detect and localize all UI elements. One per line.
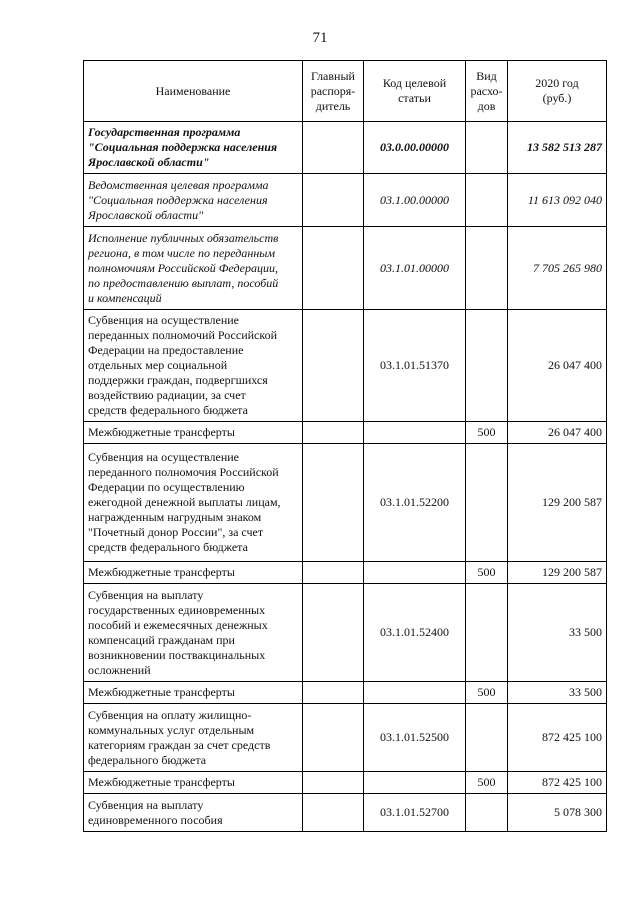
- cell-code: 03.1.01.52200: [364, 444, 466, 562]
- header-admin: Главный распоря- дитель: [303, 61, 364, 122]
- cell-admin: [303, 584, 364, 682]
- table-row: [84, 704, 607, 772]
- table-row: [84, 682, 607, 704]
- table-row: [84, 794, 607, 832]
- cell-name: Межбюджетные трансферты: [84, 562, 303, 584]
- cell-name: Межбюджетные трансферты: [84, 682, 303, 704]
- cell-name: Субвенция на осуществление переданного полномочия Российской Федерации по осуществлению ежегодной денежной выплаты лицам, награжденным нагрудным знаком "Почетный донор России", за счет средств федерального бюджета: [84, 444, 303, 562]
- cell-code: [364, 772, 466, 794]
- cell-amount: 11 613 092 040: [508, 174, 607, 227]
- cell-kind: [466, 444, 508, 562]
- table-header-row: [84, 61, 607, 122]
- cell-admin: [303, 174, 364, 227]
- cell-admin: [303, 562, 364, 584]
- header-code: Код целевой статьи: [364, 61, 466, 122]
- cell-name: Исполнение публичных обязательств региона, в том числе по переданным полномочиям Российской Федерации, по предоставлению выплат, пособий и компенсаций: [84, 227, 303, 310]
- header-name: Наименование: [84, 61, 303, 122]
- cell-code: 03.1.01.52400: [364, 584, 466, 682]
- cell-amount: 33 500: [508, 584, 607, 682]
- cell-kind: [466, 122, 508, 174]
- cell-code: 03.1.01.52700: [364, 794, 466, 832]
- cell-amount: 33 500: [508, 682, 607, 704]
- cell-kind: [466, 584, 508, 682]
- cell-amount: 26 047 400: [508, 310, 607, 422]
- cell-amount: 5 078 300: [508, 794, 607, 832]
- cell-kind: [466, 704, 508, 772]
- cell-kind: 500: [466, 772, 508, 794]
- cell-amount: 13 582 513 287: [508, 122, 607, 174]
- table-row: [84, 444, 607, 562]
- table-row: [84, 174, 607, 227]
- table-row: [84, 584, 607, 682]
- header-kind: Вид расхо- дов: [466, 61, 508, 122]
- cell-code: [364, 422, 466, 444]
- table-row: [84, 422, 607, 444]
- table-row: [84, 227, 607, 310]
- cell-name: Государственная программа "Социальная поддержка населения Ярославской области": [84, 122, 303, 174]
- cell-kind: [466, 794, 508, 832]
- cell-name: Субвенция на оплату жилищно- коммунальных услуг отдельным категориям граждан за счет средств федерального бюджета: [84, 704, 303, 772]
- cell-admin: [303, 422, 364, 444]
- cell-amount: 129 200 587: [508, 562, 607, 584]
- cell-amount: 872 425 100: [508, 772, 607, 794]
- table-row: [84, 122, 607, 174]
- cell-amount: 7 705 265 980: [508, 227, 607, 310]
- cell-code: [364, 682, 466, 704]
- cell-admin: [303, 772, 364, 794]
- table-row: [84, 772, 607, 794]
- cell-kind: 500: [466, 422, 508, 444]
- cell-admin: [303, 794, 364, 832]
- cell-amount: 26 047 400: [508, 422, 607, 444]
- cell-kind: [466, 310, 508, 422]
- budget-table: [83, 60, 607, 832]
- cell-code: 03.1.01.00000: [364, 227, 466, 310]
- cell-admin: [303, 704, 364, 772]
- cell-name: Субвенция на выплату государственных единовременных пособий и ежемесячных денежных компенсаций гражданам при возникновении поствакцинальных осложнений: [84, 584, 303, 682]
- cell-admin: [303, 444, 364, 562]
- cell-code: 03.1.01.51370: [364, 310, 466, 422]
- cell-amount: 872 425 100: [508, 704, 607, 772]
- cell-kind: [466, 174, 508, 227]
- cell-admin: [303, 310, 364, 422]
- cell-code: 03.0.00.00000: [364, 122, 466, 174]
- cell-code: [364, 562, 466, 584]
- cell-code: 03.1.01.52500: [364, 704, 466, 772]
- cell-kind: [466, 227, 508, 310]
- cell-amount: 129 200 587: [508, 444, 607, 562]
- cell-kind: 500: [466, 562, 508, 584]
- cell-admin: [303, 682, 364, 704]
- header-amount: 2020 год (руб.): [508, 61, 607, 122]
- cell-admin: [303, 227, 364, 310]
- cell-admin: [303, 122, 364, 174]
- cell-name: Субвенция на осуществление переданных полномочий Российской Федерации на предоставление отдельных мер социальной поддержки граждан, подвергшихся воздействию радиации, за счет средств федерального бюджета: [84, 310, 303, 422]
- cell-kind: 500: [466, 682, 508, 704]
- table-row: [84, 562, 607, 584]
- cell-name: Межбюджетные трансферты: [84, 772, 303, 794]
- cell-code: 03.1.00.00000: [364, 174, 466, 227]
- cell-name: Ведомственная целевая программа "Социальная поддержка населения Ярославской области": [84, 174, 303, 227]
- cell-name: Межбюджетные трансферты: [84, 422, 303, 444]
- table-row: [84, 310, 607, 422]
- cell-name: Субвенция на выплату единовременного пособия: [84, 794, 303, 832]
- page-number: 71: [312, 30, 328, 46]
